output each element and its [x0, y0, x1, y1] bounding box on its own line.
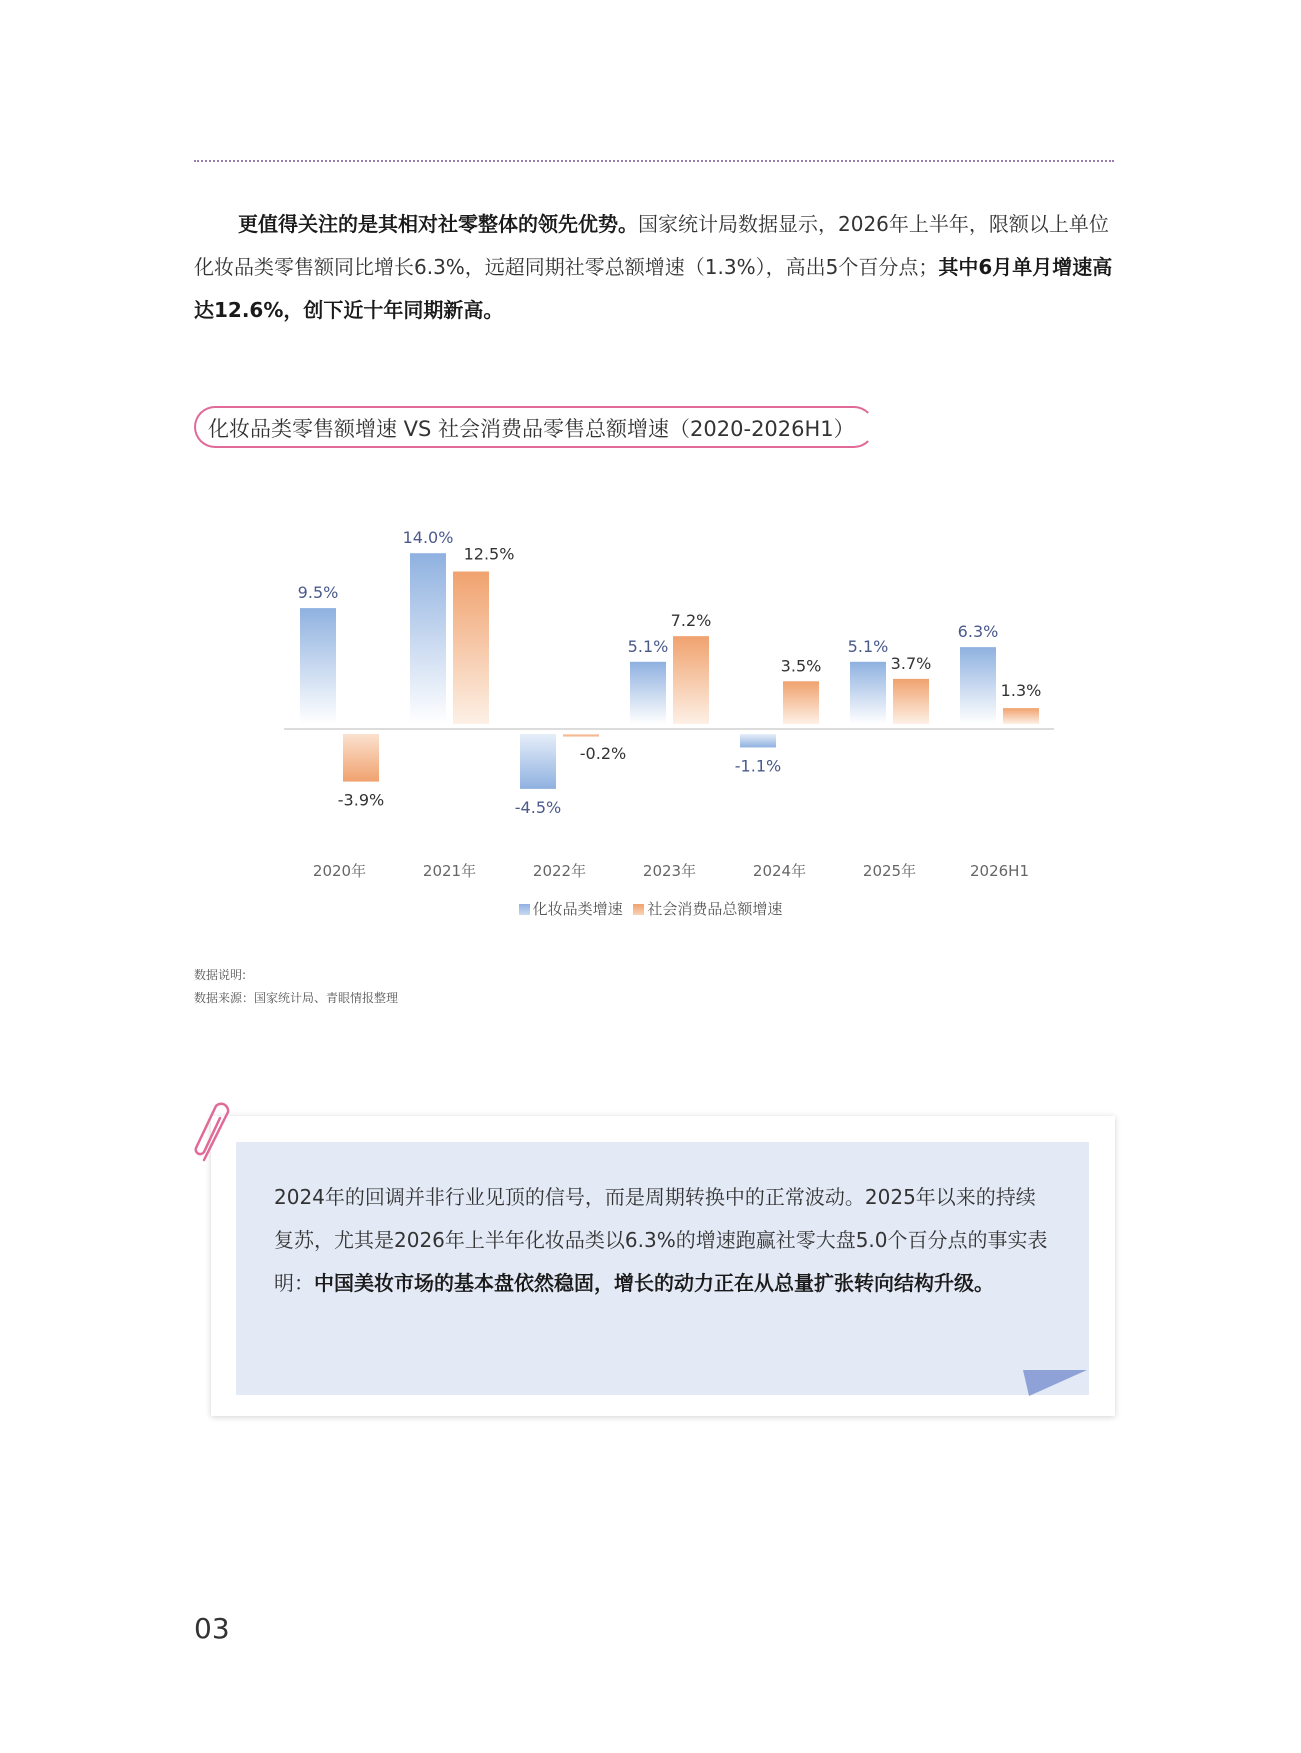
bar-series2-6	[1003, 708, 1039, 724]
legend-swatch-series1	[519, 904, 530, 915]
section-divider	[194, 160, 1114, 162]
paperclip-icon	[190, 1098, 240, 1168]
bar-series2-2	[563, 734, 599, 736]
legend-label-series1: 化妆品类增速	[532, 900, 623, 918]
paragraph-text: 国家统计局数据显示，2026年上半年，限额以上单位化妆品类零售额同比增长6.3%，远超同期社零总额增速（1.3%），高出5个百分点；	[194, 212, 1109, 279]
bar-series1-1	[410, 553, 446, 724]
data-label-series2-0: -3.9%	[337, 790, 385, 810]
data-label-series2-6: 1.3%	[1000, 681, 1042, 701]
page-number: 03	[194, 1612, 230, 1645]
data-label-series2-3: 7.2%	[670, 611, 712, 631]
chart-title: 化妆品类零售额增速 VS 社会消费品零售总额增速（2020-2026H1）	[194, 406, 875, 448]
data-label-series1-1: 14.0%	[402, 528, 454, 548]
data-label-series1-2: -4.5%	[514, 797, 562, 817]
data-label-series1-0: 9.5%	[297, 583, 339, 603]
legend-label-series2: 社会消费品总额增速	[647, 900, 783, 918]
x-tick-label-3: 2023年	[642, 862, 697, 880]
bar-series2-3	[673, 636, 709, 724]
data-label-series1-5: 5.1%	[847, 636, 889, 656]
x-tick-label-5: 2025年	[862, 862, 917, 880]
data-label-series2-4: 3.5%	[780, 656, 822, 676]
data-source: 数据来源：国家统计局、青眼情报整理	[194, 991, 399, 1005]
bar-series2-0	[343, 734, 379, 782]
x-tick-label-2: 2022年	[532, 862, 587, 880]
callout-text	[274, 1176, 1054, 1305]
callout-bold: 中国美妆市场的基本盘依然稳固，增长的动力正在从总量扩张转向结构升级。	[314, 1271, 994, 1295]
bar-series1-4	[740, 734, 776, 747]
data-note: 数据说明:	[194, 968, 247, 982]
page-fold-icon	[1021, 1368, 1089, 1398]
x-tick-label-0: 2020年	[312, 862, 367, 880]
data-label-series2-5: 3.7%	[890, 653, 932, 673]
legend-swatch-series2	[633, 904, 644, 915]
legend-item-series2	[633, 900, 782, 918]
paragraph-bold-tail: 其中6月单月增速高达12.6%，创下近十年同期新高。	[194, 255, 1113, 322]
data-label-series2-2: -0.2%	[579, 744, 627, 763]
bar-series2-5	[893, 679, 929, 724]
x-tick-label-1: 2021年	[422, 862, 477, 880]
bar-series2-1	[453, 572, 489, 725]
data-label-series1-3: 5.1%	[627, 636, 669, 656]
chart-legend	[0, 898, 1301, 919]
legend-item-series1	[519, 900, 623, 918]
body-paragraph	[194, 203, 1114, 332]
data-label-series1-6: 6.3%	[957, 622, 999, 642]
bar-series1-2	[520, 734, 556, 789]
bar-series1-5	[850, 662, 886, 724]
bar-series2-4	[783, 681, 819, 724]
callout-normal: 2024年的回调并非行业见顶的信号，而是周期转换中的正常波动。2025年以来的持续复苏，尤其是2026年上半年化妆品类以6.3%的增速跑赢社零大盘5.0个百分点的事实表明：	[274, 1185, 1048, 1295]
x-tick-label-4: 2024年	[752, 862, 807, 880]
bar-series1-0	[300, 608, 336, 724]
bar-series1-6	[960, 647, 996, 724]
data-label-series1-4: -1.1%	[734, 756, 782, 776]
paragraph-bold-lead: 更值得关注的是其相对社零整体的领先优势。	[238, 212, 638, 236]
data-label-series2-1: 12.5%	[463, 544, 515, 564]
bar-series1-3	[630, 662, 666, 724]
x-tick-label-6: 2026H1	[970, 862, 1029, 880]
